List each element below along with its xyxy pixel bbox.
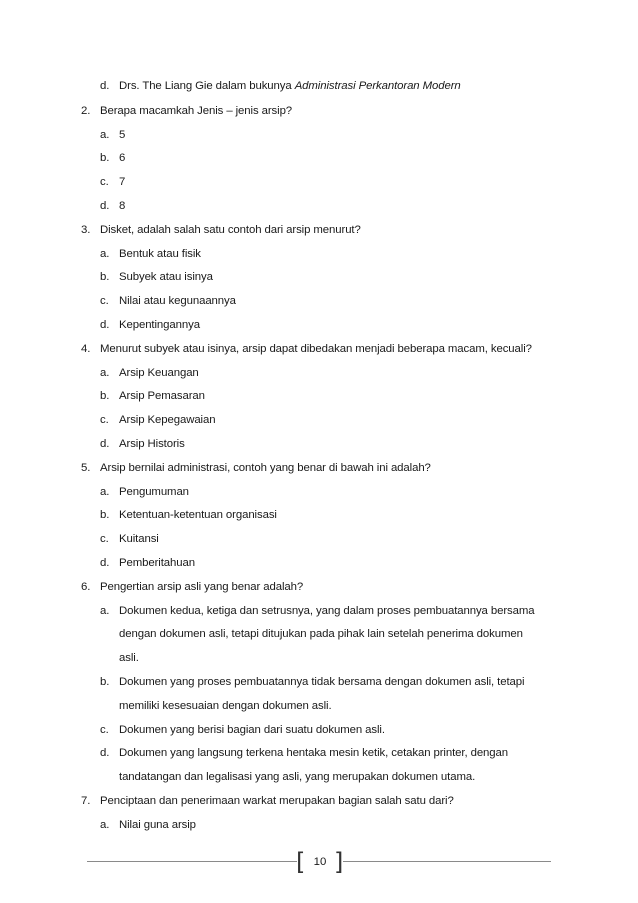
question-number: 2.: [81, 105, 91, 117]
question-text: [100, 580, 303, 595]
option-text: [119, 128, 125, 143]
option-text: [119, 79, 461, 94]
option-text: [119, 818, 196, 833]
option-letter: c.: [100, 724, 109, 736]
option-letter: d.: [100, 747, 110, 759]
question-number: 7.: [81, 795, 91, 807]
option-letter: a.: [100, 486, 110, 498]
footer-bracket-right: ]: [334, 848, 344, 876]
text-run: Menurut subyek atau isinya, arsip dapat dibedakan menjadi beberapa macam, kecuali?: [100, 343, 532, 355]
text-run: Nilai guna arsip: [119, 819, 196, 831]
text-run: Nilai atau kegunaannya: [119, 295, 236, 307]
option-letter: b.: [100, 390, 110, 402]
option-letter: b.: [100, 271, 110, 283]
option-letter: b.: [100, 509, 110, 521]
text-run: Drs. The Liang Gie dalam bukunya: [119, 80, 295, 92]
question-text: [100, 342, 532, 357]
option-text: [119, 604, 534, 619]
option-text: [119, 485, 189, 500]
text-run: Arsip Keuangan: [119, 367, 199, 379]
text-run: Pengumuman: [119, 486, 189, 498]
text-run: Berapa macamkah Jenis – jenis arsip?: [100, 105, 293, 117]
footer-rule-left: [87, 861, 297, 862]
footer-bracket-left: [: [296, 848, 306, 876]
text-run: Ketentuan-ketentuan organisasi: [119, 509, 277, 521]
option-letter: d.: [100, 557, 110, 569]
option-letter: a.: [100, 819, 110, 831]
option-text-continuation: tandatangan dan legalisasi yang asli, yang merupakan dokumen utama.: [119, 771, 476, 783]
option-letter: d.: [100, 200, 110, 212]
option-text: [119, 247, 201, 262]
text-run: 5: [119, 129, 126, 141]
option-text: [119, 366, 199, 381]
question-text: [100, 794, 454, 809]
option-letter: d.: [100, 80, 110, 92]
option-text: [119, 746, 508, 761]
text-run: Disket, adalah salah satu contoh dari arsip menurut?: [100, 224, 361, 236]
option-text: [119, 199, 125, 214]
option-text: [119, 675, 524, 690]
option-letter: d.: [100, 319, 110, 331]
option-letter: a.: [100, 605, 110, 617]
option-text: [119, 437, 185, 452]
option-text: [119, 508, 277, 523]
option-text: [119, 723, 385, 738]
option-text: [119, 294, 236, 309]
option-letter: c.: [100, 414, 109, 426]
text-run: Kepentingannya: [119, 319, 200, 331]
text-run: Pemberitahuan: [119, 557, 195, 569]
question-text: [100, 461, 431, 476]
option-text: [119, 151, 125, 166]
option-letter: c.: [100, 533, 109, 545]
text-run: 7: [119, 176, 126, 188]
question-number: 3.: [81, 224, 91, 236]
text-run: Subyek atau isinya: [119, 271, 213, 283]
question-text: [100, 104, 292, 119]
text-run: Kuitansi: [119, 533, 159, 545]
question-number: 6.: [81, 581, 91, 593]
option-letter: c.: [100, 176, 109, 188]
option-text: [119, 389, 205, 404]
option-text-continuation: dengan dokumen asli, tetapi ditujukan pada pihak lain setelah penerima dokumen: [119, 628, 523, 640]
option-letter: a.: [100, 248, 110, 260]
footer-rule-right: [343, 861, 551, 862]
text-run: 6: [119, 152, 126, 164]
option-text: [119, 318, 200, 333]
text-run: Pengertian arsip asli yang benar adalah?: [100, 581, 304, 593]
text-run: 8: [119, 200, 126, 212]
text-run: Arsip Historis: [119, 438, 185, 450]
option-letter: a.: [100, 367, 110, 379]
question-number: 4.: [81, 343, 91, 355]
option-text-continuation: memiliki kesesuaian dengan dokumen asli.: [119, 700, 332, 712]
option-letter: b.: [100, 676, 110, 688]
text-run: Arsip Kepegawaian: [119, 414, 216, 426]
question-number: 5.: [81, 462, 91, 474]
text-run: Arsip bernilai administrasi, contoh yang benar di bawah ini adalah?: [100, 462, 431, 474]
option-text-continuation: asli.: [119, 652, 139, 664]
option-letter: c.: [100, 295, 109, 307]
option-text: [119, 270, 213, 285]
option-letter: a.: [100, 129, 110, 141]
text-run: Dokumen yang berisi bagian dari suatu dokumen asli.: [119, 724, 385, 736]
text-run: Arsip Pemasaran: [119, 390, 205, 402]
text-run: Penciptaan dan penerimaan warkat merupakan bagian salah satu dari?: [100, 795, 454, 807]
option-text: [119, 532, 159, 547]
text-run: Dokumen yang langsung terkena hentaka mesin ketik, cetakan printer, dengan: [119, 747, 508, 759]
book-title: Administrasi Perkantoran Modern: [294, 80, 461, 92]
text-run: Bentuk atau fisik: [119, 248, 201, 260]
option-text: [119, 175, 125, 190]
page-number: 10: [313, 856, 327, 868]
question-text: [100, 223, 361, 238]
text-run: Dokumen kedua, ketiga dan setrusnya, yang dalam proses pembuatannya bersama: [119, 605, 535, 617]
text-run: Dokumen yang proses pembuatannya tidak bersama dengan dokumen asli, tetapi: [119, 676, 525, 688]
option-text: [119, 556, 195, 571]
option-text: [119, 413, 215, 428]
option-letter: b.: [100, 152, 110, 164]
option-letter: d.: [100, 438, 110, 450]
